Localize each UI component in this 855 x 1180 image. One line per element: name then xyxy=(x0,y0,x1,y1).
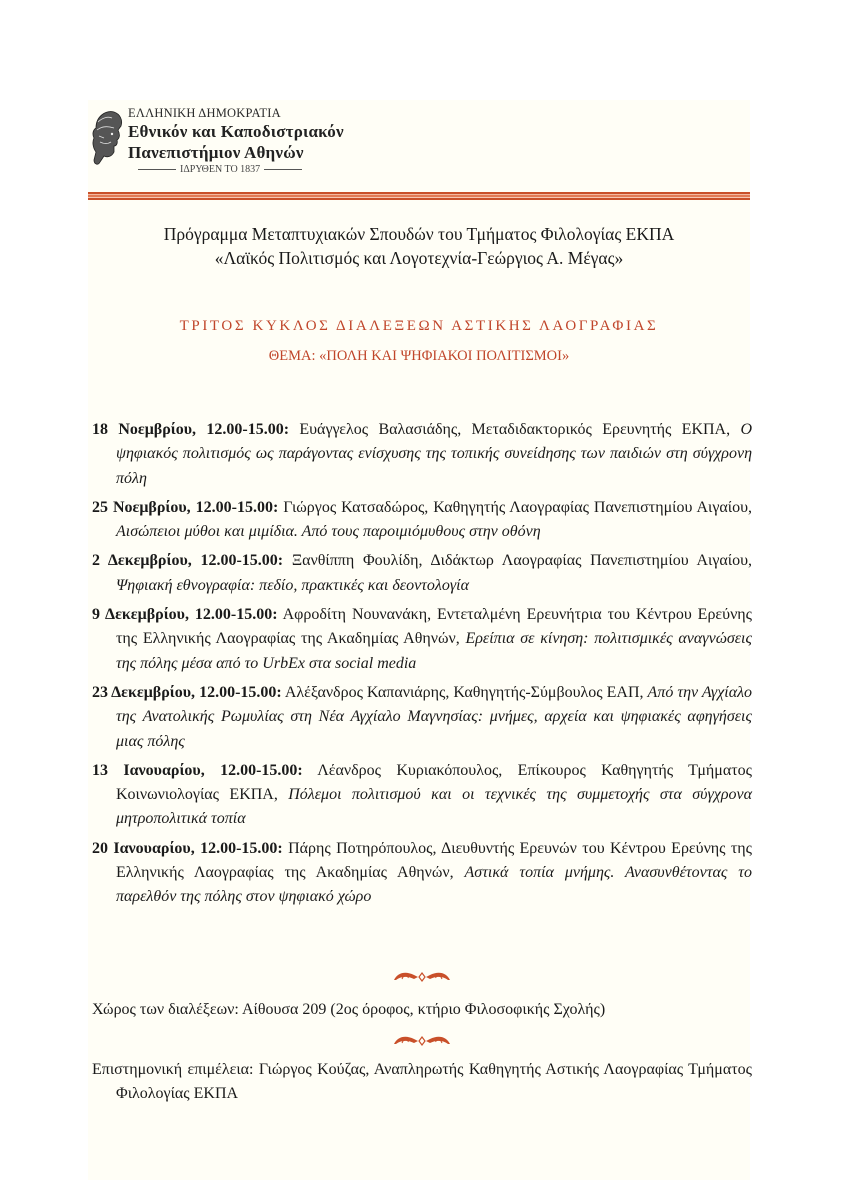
lecture-item xyxy=(92,418,752,491)
lecture-topic: Αστικά τοπία μνήμης. Ανασυνθέτοντας το παρελθόν της πόλης στον ψηφιακό χώρο xyxy=(116,864,753,906)
lecture-item xyxy=(92,837,752,910)
lecture-topic: Ψηφιακή εθνογραφία: πεδίο, πρακτικές και δεοντολογία xyxy=(116,576,469,594)
university-name-line1: Εθνικόν και Καποδιστριακόν xyxy=(128,122,344,141)
lecture-speaker: Γιώργος Κατσαδώρος, Καθηγητής Λαογραφίας Πανεπιστημίου Αιγαίου, xyxy=(278,498,753,516)
university-name-line2: Πανεπιστήμιον Αθηνών xyxy=(128,143,304,162)
lecture-date: 23 Δεκεμβρίου, 12.00-15.00: xyxy=(92,683,282,701)
lecture-topic: Πόλεμοι πολιτισμού και οι τεχνικές της συμμετοχής στα σύγχρονα μητροπολιτικά τοπία xyxy=(116,786,752,828)
founded-label: ΙΔΡΥΘΕΝ ΤΟ 1837 xyxy=(180,164,261,175)
divider xyxy=(138,169,176,170)
lecture-speaker: Πάρης Ποτηρόπουλος, Διευθυντής Ερευνών του Κέντρου Ερεύνης της Ελληνικής Λαογραφίας της Ακαδημίας Αθηνών, xyxy=(116,839,752,882)
program-title xyxy=(88,222,750,270)
logo-text xyxy=(128,104,368,175)
lecture-topic: Ο ψηφιακός πολιτισμός ως παράγοντας ενίσχυσης της τοπικής συνείdησης των παιδιών στη σύγχρονη πόλη xyxy=(116,421,752,487)
lecture-date: 18 Νοεμβρίου, 12.00-15.00: xyxy=(92,421,290,438)
lecture-date: 9 Δεκεμβρίου, 12.00-15.00: xyxy=(92,606,278,624)
lecture-speaker: Αλέξανδρος Καπανιάρης, Καθηγητής-Σύμβουλος ΕΑΠ, xyxy=(281,683,648,701)
floral-ornament-icon xyxy=(392,968,452,982)
lecture-date: 25 Νοεμβρίου, 12.00-15.00: xyxy=(92,498,279,516)
venue-info: Χώρος των διαλέξεων: Αίθουσα 209 (2ος όροφος, κτήριο Φιλοσοφικής Σχολής) xyxy=(92,1001,606,1018)
lecture-item xyxy=(92,496,752,545)
university-logo xyxy=(90,104,370,182)
scientific-curator: Επιστημονική επιμέλεια: Γιώργος Κούζας, Αναπληρωτής Καθηγητής Αστικής Λαογραφίας Τμήματος Φιλολογίας ΕΚΠΑ xyxy=(92,1061,752,1102)
lecture-item xyxy=(92,603,752,676)
lecture-topic: Από την Αγχίαλο της Ανατολικής Ρωμυλίας στη Νέα Αγχίαλο Μαγνησίας: μνήμες, αρχεία και ψηφιακές αφηγήσεις μιας πόλης xyxy=(116,683,753,750)
lecture-item xyxy=(92,681,752,754)
divider xyxy=(264,169,302,170)
lecture-speaker: Ξανθίππη Φουλίδη, Διδάκτωρ Λαογραφίας Πανεπιστημίου Αιγαίου, xyxy=(283,552,753,570)
republic-label: ΕΛΛΗΝΙΚΗ ΔΗΜΟΚΡΑΤΙΑ xyxy=(128,106,281,120)
program-title-line1: Πρόγραμμα Μεταπτυχιακών Σπουδών του Τμήματος Φιλολογίας ΕΚΠΑ xyxy=(163,224,675,244)
program-title-line2: «Λαϊκός Πολιτισμός και Λογοτεχνία-Γεώργιος Α. Μέγας» xyxy=(214,248,624,268)
cycle-title: ΤΡΙΤΟΣ ΚΥΚΛΟΣ ΔΙΑΛΕΞΕΩΝ ΑΣΤΙΚΗΣ ΛΑΟΓΡΑΦΙΑΣ xyxy=(179,318,659,334)
lecture-topic: Αισώπειοι μύθοι και μιμίδια. Από τους παροιμιόμυθους στην οθόνη xyxy=(116,523,541,541)
lecture-list xyxy=(92,418,752,915)
athena-head-icon xyxy=(90,108,124,168)
floral-ornament-icon xyxy=(392,1032,452,1046)
lecture-speaker: Αφροδίτη Νουνανάκη, Εντεταλμένη Ερευνήτρια του Κέντρου Ερεύνης της Ελληνικής Λαογραφίας της Ακαδημίας Αθηνών, xyxy=(116,606,753,648)
lecture-date: 2 Δεκεμβρίου, 12.00-15.00: xyxy=(92,552,284,570)
founded-row xyxy=(128,164,368,175)
lecture-speaker: Λέανδρος Κυριακόπουλος, Επίκουρος Καθηγητής Τμήματος Κοινωνιολογίας ΕΚΠΑ, xyxy=(116,761,752,804)
lecture-topic: Ερείπια σε κίνηση: πολιτισμικές αναγνώσεις της πόλης μέσα από το UrbEx στα social media xyxy=(116,630,752,672)
lecture-date: 13 Ιανουαρίου, 12.00-15.00: xyxy=(92,761,303,779)
lecture-item xyxy=(92,759,752,832)
theme-title: ΘΕΜΑ: «ΠΟΛΗ ΚΑΙ ΨΗΦΙΑΚΟΙ ΠΟΛΙΤΙΣΜΟΙ» xyxy=(268,348,570,364)
lecture-speaker: Ευάγγελος Βαλασιάδης, Μεταδιδακτορικός Ερευνητής ΕΚΠΑ, xyxy=(289,421,741,438)
header-decorative-rule xyxy=(88,192,750,200)
lecture-date: 20 Ιανουαρίου, 12.00-15.00: xyxy=(92,839,283,857)
lecture-item xyxy=(92,549,752,598)
